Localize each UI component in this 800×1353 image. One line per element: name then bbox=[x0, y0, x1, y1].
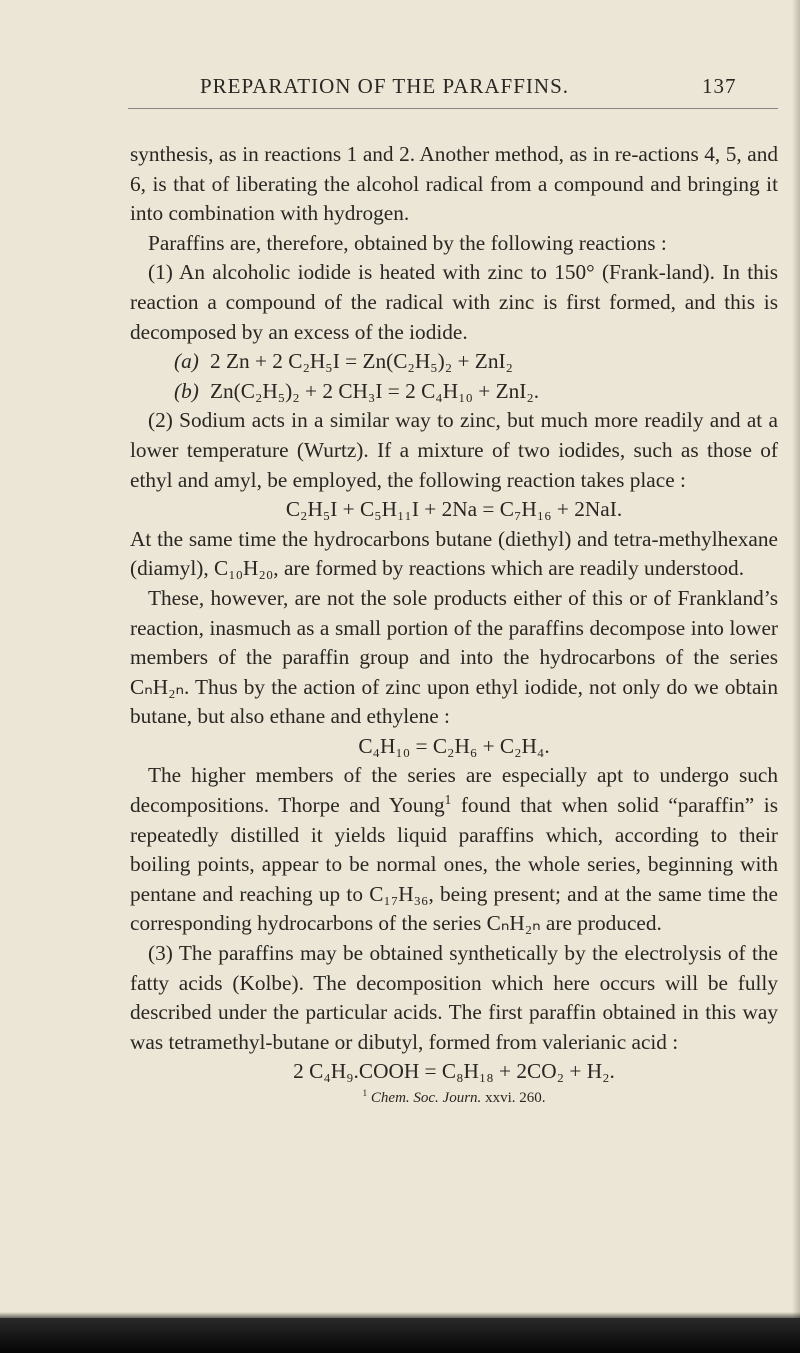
paragraph-6-text-a: These, however, are not the sole products either of this or of Frankland’s reaction, inasmuch as a small portion of the paraffins decompose into lower members of the paraffin group and into the hydrocarbons of the series bbox=[130, 585, 778, 670]
formula-diamyl: C₁₀H₂₀ bbox=[214, 556, 274, 581]
equation-a-label: (a) bbox=[174, 349, 199, 374]
equation-b bbox=[130, 377, 778, 407]
paragraph-5 bbox=[130, 525, 778, 584]
paragraph-7-text-d: are produced. bbox=[540, 911, 662, 936]
paragraph-5-text-b: , are formed by reactions which are readily understood. bbox=[273, 556, 745, 581]
page-edge-shadow bbox=[792, 0, 800, 1353]
formula-c17h36: C₁₇H₃₆ bbox=[369, 881, 429, 906]
paragraph-4: (2) Sodium acts in a similar way to zinc, but much more readily and at a lower temperature (Wurtz). If a mixture of two iodides, such as those of ethyl and amyl, be employed, the following reaction takes place : bbox=[130, 408, 778, 492]
header-rule bbox=[128, 108, 778, 109]
equation-b-formula: Zn(C₂H₅)₂ + 2 CH₃I = 2 C₄H₁₀ + ZnI₂. bbox=[210, 378, 540, 403]
footnote-journal: Chem. Soc. Journ. bbox=[370, 1090, 482, 1106]
page-body bbox=[130, 140, 778, 1109]
formula-series-cnh2n: CₙH₂ₙ bbox=[130, 674, 184, 699]
header-title: PREPARATION OF THE PARAFFINS. bbox=[200, 74, 569, 98]
paragraph-6 bbox=[130, 584, 778, 732]
scan-bottom-bar bbox=[0, 1318, 800, 1353]
equation-a bbox=[130, 347, 778, 377]
paragraph-8: (3) The paraffins may be obtained synthetically by the electrolysis of the fatty acids (Kolbe). The decomposition which here occurs will be fully described under the particular acids. The first paraffin obtained in this way was tetramethyl-butane or dibutyl, formed from valerianic acid : bbox=[130, 941, 778, 1054]
footnote-number: 1 bbox=[362, 1089, 368, 1099]
paragraph-3: (1) An alcoholic iodide is heated with zinc to 150° (Frank-land). In this reaction a compound of the radical with zinc is first formed, and this is decomposed by an excess of the iodide. bbox=[130, 260, 778, 344]
equation-wurtz: C₂H₅I + C₅H₁₁I + 2Na = C₇H₁₆ + 2NaI. bbox=[285, 497, 623, 522]
paragraph-7 bbox=[130, 761, 778, 939]
equation-kolbe: 2 C₄H₉.COOH = C₈H₁₈ + 2CO₂ + H₂. bbox=[293, 1059, 615, 1084]
page-number: 137 bbox=[702, 74, 737, 98]
equation-butane: C₄H₁₀ = C₂H₆ + C₂H₄. bbox=[358, 733, 550, 758]
paragraph-1: synthesis, as in reactions 1 and 2. Another method, as in re-actions 4, 5, and 6, is that of liberating the alcohol radical from a compound and bringing it into combination with hydrogen. bbox=[130, 142, 778, 226]
footnote-reference: xxvi. 260. bbox=[481, 1090, 546, 1106]
running-header bbox=[0, 74, 800, 104]
footnote-marker: 1 bbox=[444, 791, 452, 807]
equation-b-label: (b) bbox=[174, 378, 199, 403]
equation-a-formula: 2 Zn + 2 C₂H₅I = Zn(C₂H₅)₂ + ZnI₂ bbox=[210, 349, 513, 374]
formula-series-cnh2n-2: CₙH₂ₙ bbox=[486, 911, 541, 936]
footnote bbox=[130, 1087, 778, 1109]
paragraph-6-text-b: . Thus by the action of zinc upon ethyl iodide, not only do we obtain butane, but also ethane and ethylene : bbox=[130, 674, 778, 729]
paragraph-7-text-c: , being present; and at the same time the corresponding hydrocarbons of the series bbox=[130, 881, 778, 936]
paragraph-7-text-a: The higher members of the series are especially apt to undergo such decompositions. Thorpe and Young bbox=[130, 763, 778, 818]
paragraph-7-text-b: found that when solid “paraffin” is repeatedly distilled it yields liquid paraffins which, according to their boiling points, appear to be normal ones, the whole series, beginning with pentane and reaching up to bbox=[130, 793, 778, 906]
paragraph-5-text-a: At the same time the hydrocarbons butane (diethyl) and tetra-methylhexane (diamyl), bbox=[130, 526, 778, 581]
paragraph-2: Paraffins are, therefore, obtained by the following reactions : bbox=[148, 230, 667, 255]
